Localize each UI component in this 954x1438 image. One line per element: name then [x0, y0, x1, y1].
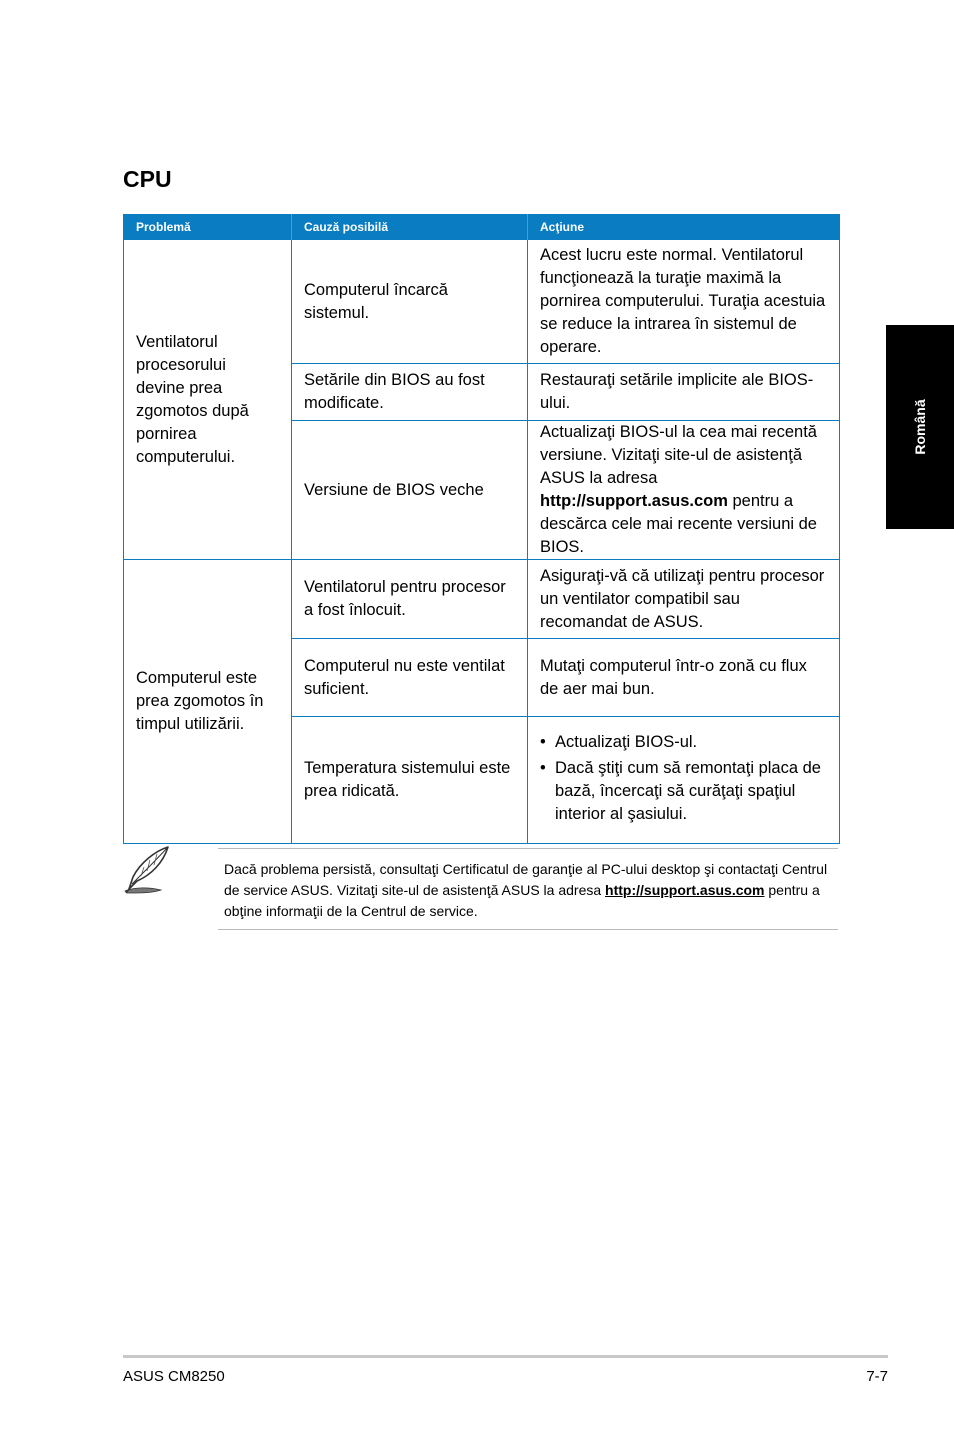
note-top-divider	[218, 848, 838, 849]
action-text: Actualizaţi BIOS-ul la cea mai recentă versiune. Vizitaţi site-ul de asistenţă ASUS la adresa	[540, 423, 817, 487]
header-action: Acţiune	[528, 214, 840, 240]
language-label: Română	[912, 399, 928, 455]
feather-pen-icon	[123, 845, 171, 895]
action-list	[540, 731, 827, 826]
problem-cell: Computerul este prea zgomotos în timpul utilizării.	[124, 560, 292, 844]
note-text-post: pentru a obţine informaţii de la Centrul de service.	[224, 882, 820, 919]
table-row	[124, 560, 840, 639]
header-problem: Problemă	[124, 214, 292, 240]
note-text-pre: Dacă problema persistă, consultaţi Certificatul de garanţie al PC-ului desktop şi contactaţi Centrul de service ASUS. Vizitaţi site-ul de asistenţă ASUS la adresa	[224, 861, 828, 898]
action-cell	[528, 717, 840, 844]
section-title: CPU	[123, 166, 172, 192]
action-cell: Asiguraţi-vă că utilizaţi pentru procesor un ventilator compatibil sau recomandat de ASUS.	[528, 560, 840, 639]
note-text	[224, 859, 838, 922]
footer-divider	[123, 1355, 888, 1358]
page-number: 7-7	[866, 1368, 888, 1385]
troubleshooting-table	[123, 214, 840, 844]
list-item: • Actualizaţi BIOS-ul.	[540, 731, 827, 754]
table-header-row	[124, 214, 840, 240]
action-cell: Acest lucru este normal. Ventilatorul funcţionează la turaţie maximă la pornirea computerului. Turaţia acestuia se reduce la intrarea în sistemul de operare.	[528, 240, 840, 364]
list-item: • Dacă ştiţi cum să remontaţi placa de bază, încercaţi să curăţaţi spaţiul interior al şasiului.	[540, 757, 827, 826]
table-row	[124, 240, 840, 364]
cause-cell: Computerul nu este ventilat suficient.	[292, 639, 528, 717]
footer-model: ASUS CM8250	[123, 1368, 225, 1385]
problem-cell: Ventilatorul procesorului devine prea zgomotos după pornirea computerului.	[124, 240, 292, 560]
action-cell: Restauraţi setările implicite ale BIOS-ului.	[528, 364, 840, 421]
action-cell: Mutaţi computerul într-o zonă cu flux de aer mai bun.	[528, 639, 840, 717]
cause-cell: Computerul încarcă sistemul.	[292, 240, 528, 364]
header-cause: Cauză posibilă	[292, 214, 528, 240]
cause-cell: Temperatura sistemului este prea ridicată.	[292, 717, 528, 844]
action-cell	[528, 421, 840, 560]
cause-cell: Setările din BIOS au fost modificate.	[292, 364, 528, 421]
support-link[interactable]: http://support.asus.com	[540, 492, 728, 510]
note-support-link[interactable]: http://support.asus.com	[605, 882, 765, 898]
action-text: pentru a descărca cele mai recente versiuni de BIOS.	[540, 492, 817, 556]
cause-cell: Ventilatorul pentru procesor a fost înlocuit.	[292, 560, 528, 639]
note-bottom-divider	[218, 929, 838, 930]
language-side-tab	[886, 325, 954, 529]
cause-cell: Versiune de BIOS veche	[292, 421, 528, 560]
